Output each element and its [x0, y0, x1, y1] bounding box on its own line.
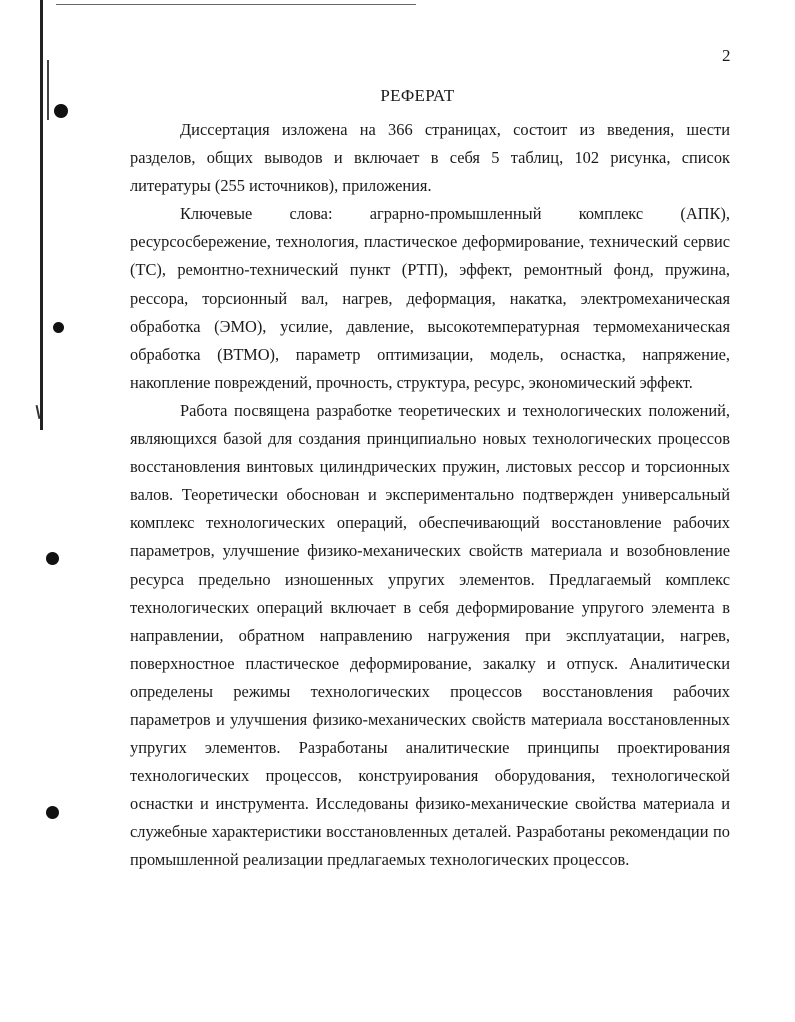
paragraph-summary: Диссертация изложена на 366 страницах, состоит из введения, шести разделов, общих выводов и включает в себя 5 таблиц, 102 рисунка, список литературы (255 источников), приложения. — [130, 120, 730, 196]
page-number: 2 — [722, 46, 731, 65]
scan-edge-line — [56, 4, 416, 5]
page-title: РЕФЕРАТ — [380, 86, 455, 105]
abstract-body — [130, 116, 730, 875]
binding-edge — [40, 0, 43, 430]
punch-hole — [53, 322, 64, 333]
punch-hole — [54, 104, 68, 118]
paragraph-keywords: Ключевые слова: аграрно-промышленный комплекс (АПК), ресурсосбережение, технология, пластическое деформирование, технический сервис (ТС), ремонтно-технический пункт (РТП), эффект, ремонтный фонд, пружина, рессора, торсионный вал, нагрев, деформация, накатка, электромеханическая обработка (ЭМО), усилие, давление, высокотемпературная термомеханическая обработка (ВТМО), параметр оптимизации, модель, оснастка, напряжение, накопление повреждений, прочность, структура, ресурс, экономический эффект. — [130, 204, 730, 392]
punch-hole — [46, 806, 59, 819]
punch-hole — [46, 552, 59, 565]
paragraph-description: Работа посвящена разработке теоретических и технологических положений, являющихся базой для создания принципиально новых технологических процессов восстановления винтовых цилиндрических пружин, листовых рессор и торсионных валов. Теоретически обоснован и экспериментально подтвержден универсальный комплекс технологических операций, обеспечивающий восстановление рабочих параметров, улучшение физико-механических свойств материала и возобновление ресурса предельно изношенных упругих элементов. Предлагаемый комплекс технологических операций включает в себя деформирование упругого элемента в направлении, обратном направлению нагружения при эксплуатации, нагрев, поверхностное пластическое деформирование, закалку и отпуск. Аналитически определены режимы технологических процессов восстановления рабочих параметров и улучшения физико-механических свойств материала восстановленных упругих элементов. Разработаны аналитические принципы проектирования технологических процессов, конструирования оборудования, технологической оснастки и инструмента. Исследованы физико-механические свойства материала и служебные характеристики восстановленных деталей. Разработаны рекомендации по промышленной реализации предлагаемых технологических процессов. — [130, 400, 730, 870]
